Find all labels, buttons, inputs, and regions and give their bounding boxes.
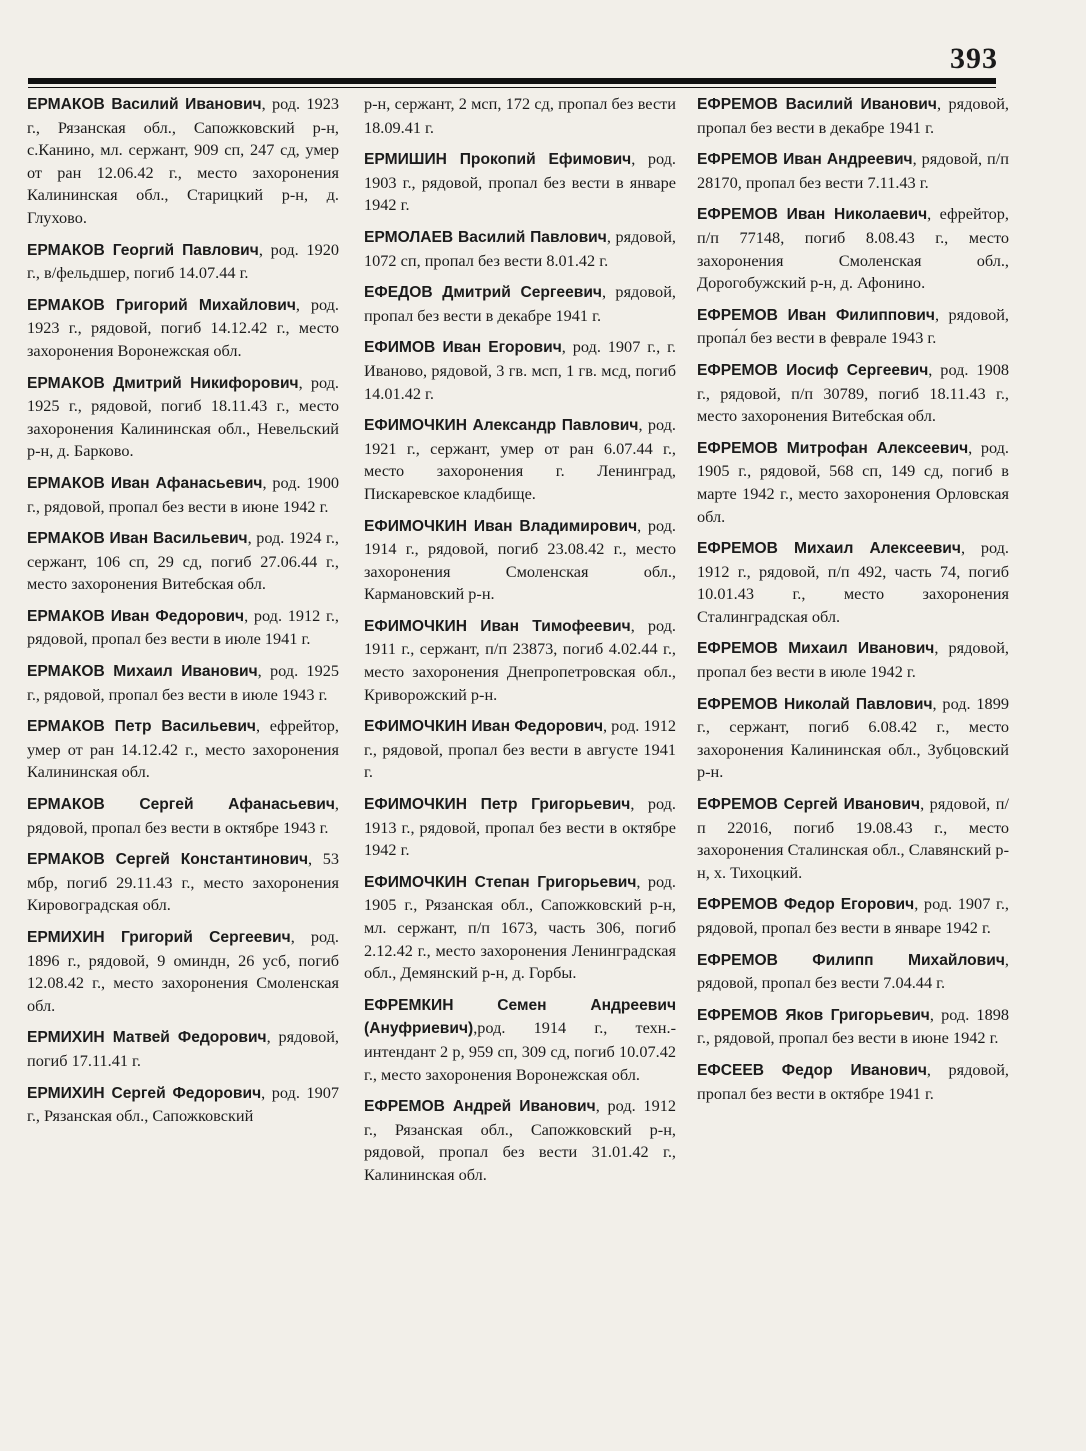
record-name: ЕФИМОВ Иван Егорович <box>364 339 562 357</box>
record-entry <box>697 203 1009 294</box>
record-entry <box>27 1082 339 1128</box>
record-entry <box>364 871 676 985</box>
record-entry <box>364 336 676 405</box>
record-entry <box>27 472 339 518</box>
record-name: ЕРМАКОВ Дмитрий Никифорович <box>27 374 299 392</box>
record-entry <box>27 294 339 363</box>
record-entry <box>697 304 1009 350</box>
column-3 <box>697 93 1009 1114</box>
record-name: ЕФРЕМОВ Иван Филиппович <box>697 306 935 324</box>
record-entry <box>697 1059 1009 1105</box>
column-1 <box>27 93 339 1137</box>
record-entry <box>27 660 339 706</box>
record-name: ЕФИМОЧКИН Иван Федорович <box>364 718 604 736</box>
record-details: , род. 1900 г., рядовой, пропал без вести в июне 1942 г. <box>27 472 339 516</box>
record-name: ЕФРЕМОВ Иван Николаевич <box>697 206 928 224</box>
record-name: ЕФЕДОВ Дмитрий Сергеевич <box>364 284 602 302</box>
record-details: , род. 1921 г., сержант, умер от ран 6.07.44 г., место захоронения г. Ленинград, Пискаревское кладбище. <box>364 415 676 503</box>
record-name: ЕФРЕМОВ Иван Андреевич <box>697 151 913 169</box>
record-entry <box>27 527 339 596</box>
record-entry <box>364 615 676 706</box>
record-name: ЕФИМОЧКИН Степан Григорьевич <box>364 873 637 891</box>
record-entry <box>27 926 339 1017</box>
record-entry <box>364 414 676 505</box>
column-2 <box>364 93 676 1196</box>
record-name: ЕФРЕМОВ Сергей Иванович <box>697 796 921 814</box>
record-name: ЕФРЕМОВ Иосиф Сергеевич <box>697 361 929 379</box>
record-entry <box>364 515 676 606</box>
record-name: ЕФРЕМОВ Николай Павлович <box>697 695 933 713</box>
page-number: 393 <box>950 42 998 75</box>
record-name: ЕФСЕЕВ Федор Иванович <box>697 1061 927 1079</box>
record-name: ЕРМИХИН Сергей Федорович <box>27 1084 262 1102</box>
record-entry <box>697 93 1009 139</box>
record-name: ЕФРЕМОВ Яков Григорьевич <box>697 1006 930 1024</box>
record-name: ЕФРЕМОВ Федор Егорович <box>697 896 915 914</box>
record-entry <box>27 715 339 784</box>
record-entry <box>697 1004 1009 1050</box>
record-entry <box>697 637 1009 683</box>
record-name: ЕРМАКОВ Георгий Павлович <box>27 241 259 259</box>
record-details: , род. 1903 г., рядовой, пропал без вести в январе 1942 г. <box>364 149 676 215</box>
record-name: ЕФРЕМКИН Семен Андреевич (Ануфриевич) <box>364 996 676 1038</box>
record-details: , рядовой, пропал без вести в октябре 1941 г. <box>697 1059 1009 1103</box>
record-name: ЕРМИХИН Григорий Сергеевич <box>27 929 291 946</box>
record-name: ЕРМАКОВ Михаил Иванович <box>27 663 258 681</box>
record-name: ЕРМАКОВ Василий Иванович <box>27 96 262 113</box>
record-details: , род. 1920 г., в/фельдшер, погиб 14.07.44 г. <box>27 239 339 283</box>
record-name: ЕФРЕМОВ Андрей Иванович <box>364 1098 596 1116</box>
record-entry <box>364 793 676 862</box>
record-details: , род. 1898 г., рядовой, пропал без вести в июне 1942 г. <box>697 1004 1009 1048</box>
record-details: , рядовой, п/п 22016, погиб 19.08.43 г., место захоронения Сталинская обл., Славянский р-н, х. Тихоцкий. <box>697 794 1009 882</box>
record-details: , род. 1905 г., рядовой, 568 сп, 149 сд, погиб в марте 1942 г., место захоронения Орловская обл. <box>697 437 1009 526</box>
record-name: ЕРМАКОВ Иван Афанасьевич <box>27 474 263 492</box>
record-details: , род. 1912 г., Рязанская обл., Сапожковский р-н, рядовой, пропал без вести 31.01.42 г., Калининская обл. <box>364 1096 676 1184</box>
record-details: , род. 1925 г., рядовой, погиб 18.11.43 г., место захоронения Калининская обл., Невельский р-н, д. Барково. <box>27 372 340 461</box>
record-entry <box>697 537 1009 628</box>
record-name: ЕРМИХИН Матвей Федорович <box>27 1029 267 1047</box>
record-details: , рядовой, пропал без вести в октябре 1943 г. <box>27 794 339 837</box>
record-entry <box>364 226 676 272</box>
record-details: , рядовой, пропал без вести в декабре 1941 г. <box>697 94 1009 137</box>
record-details: , род. 1911 г., сержант, п/п 23873, погиб 4.02.44 г., место захоронения Днепропетровская обл., Криворожский р-н. <box>364 615 676 704</box>
record-details: , рядовой, пропал без вести в июле 1942 г. <box>697 638 1010 682</box>
record-entry <box>27 239 339 285</box>
record-details: , рядовой, погиб 17.11.41 г. <box>27 1027 339 1070</box>
record-details: , род. 1913 г., рядовой, пропал без вести в октябре 1942 г. <box>364 794 676 860</box>
record-name: ЕФРЕМОВ Василий Иванович <box>697 96 937 113</box>
record-entry <box>364 715 676 784</box>
record-details: , род. 1907 г., г. Иваново, рядовой, 3 гв. мсп, 1 гв. мсд, погиб 14.01.42 г. <box>364 337 676 403</box>
record-name: ЕФИМОЧКИН Александр Павлович <box>364 417 639 435</box>
record-entry <box>697 893 1009 939</box>
record-name: ЕРМАКОВ Иван Васильевич <box>27 530 248 548</box>
record-details: , рядовой, пропа́л без вести в феврале 1943 г. <box>697 304 1009 348</box>
record-details: , рядовой, 1072 сп, пропал без вести 8.01.42 г. <box>364 226 676 270</box>
record-entry <box>27 848 339 917</box>
record-details: , род. 1925 г., рядовой, пропал без вести в июле 1943 г. <box>27 661 339 704</box>
record-entry <box>697 693 1009 784</box>
record-name: ЕФРЕМОВ Михаил Иванович <box>697 640 935 658</box>
record-entry <box>697 359 1009 428</box>
record-details: , род. 1924 г., сержант, 106 сп, 29 сд, погиб 27.06.44 г., место захоронения Витебская обл. <box>27 528 339 594</box>
record-details: , рядовой, пропал без вести в декабре 1941 г. <box>364 282 676 325</box>
record-entry <box>364 1095 676 1186</box>
record-name: ЕРМИШИН Прокопий Ефимович <box>364 151 632 169</box>
record-details: р-н, сержант, 2 мсп, 172 сд, пропал без вести 18.09.41 г. <box>364 94 676 137</box>
record-details: , ефрейтор, умер от ран 14.12.42 г., место захоронения Калининская обл. <box>27 716 339 782</box>
record-entry <box>364 93 676 139</box>
record-details: , род. 1923 г., Рязанская обл., Сапожковский р-н, с.Канино, мл. сержант, 909 сп, 247 сд, умер от ран 12.06.42 г., место захоронения Калининская обл., Старицкий р-н, д. Глухово. <box>27 94 339 227</box>
record-name: ЕФРЕМОВ Митрофан Алексеевич <box>697 439 969 457</box>
text-columns <box>27 93 1009 1393</box>
record-details: , род. 1908 г., рядовой, п/п 30789, погиб 18.11.43 г., место захоронения Витебская обл. <box>697 359 1009 426</box>
record-entry <box>697 148 1009 194</box>
record-name: ЕРМАКОВ Петр Васильевич <box>27 718 256 736</box>
record-entry <box>364 148 676 217</box>
record-entry <box>27 372 339 463</box>
record-details: , род. 1912 г., рядовой, пропал без вести в августе 1941 г. <box>364 716 676 782</box>
record-name: ЕФИМОЧКИН Петр Григорьевич <box>364 796 631 814</box>
record-details: , род. 1914 г., рядовой, погиб 23.08.42 г., место захоронения Смоленская обл., Кармановский р-н. <box>364 515 676 604</box>
record-name: ЕРМОЛАЕВ Василий Павлович <box>364 228 607 246</box>
record-entry <box>364 281 676 327</box>
record-name: ЕФРЕМОВ Филипп Михайлович <box>697 951 1005 969</box>
record-details: , род. 1896 г., рядовой, 9 оминдн, 26 усб, погиб 12.08.42 г., место захоронения Смоленская обл. <box>27 927 339 1015</box>
record-details: , род. 1923 г., рядовой, погиб 14.12.42 г., место захоронения Воронежская обл. <box>27 294 339 360</box>
record-entry <box>697 793 1009 884</box>
record-details: , рядовой, п/п 28170, пропал без вести 7.11.43 г. <box>697 149 1009 192</box>
record-details: , род. 1912 г., рядовой, п/п 492, часть 74, погиб 10.01.43 г., место захоронения Сталинградская обл. <box>697 538 1009 626</box>
record-entry <box>697 437 1009 528</box>
record-entry <box>27 93 339 230</box>
record-details: , род. 1899 г., сержант, погиб 6.08.42 г., место захоронения Калининская обл., Зубцовский р-н. <box>697 693 1009 782</box>
record-details: , род. 1907 г., Рязанская обл., Сапожковский <box>27 1082 339 1126</box>
header-rule-thin <box>28 87 996 88</box>
record-details: , 53 мбр, погиб 29.11.43 г., место захоронения Кировоградская обл. <box>27 849 339 915</box>
record-entry <box>27 605 339 651</box>
record-name: ЕРМАКОВ Сергей Константинович <box>27 851 309 869</box>
record-details: , ефрейтор, п/п 77148, погиб 8.08.43 г., место захоронения Смоленская обл., Дорогобужский р-н, д. Афонино. <box>697 204 1009 293</box>
record-name: ЕРМАКОВ Иван Федорович <box>27 607 245 625</box>
record-name: ЕФРЕМОВ Михаил Алексеевич <box>697 540 961 558</box>
record-name: ЕРМАКОВ Сергей Афанасьевич <box>27 796 335 814</box>
record-details: , род. 1905 г., Рязанская обл., Сапожковский р-н, мл. сержант, п/п 1673, часть 306, погиб 2.12.42 г., место захоронения Ленинградская обл., Демянский р-н, д. Горбы. <box>364 871 676 983</box>
record-name: ЕФИМОЧКИН Иван Тимофеевич <box>364 617 631 635</box>
record-entry <box>27 793 339 839</box>
record-details: ,род. 1914 г., техн.- интендант 2 р, 959 сп, 309 сд, погиб 10.07.42 г., место захоронения Воронежская обл. <box>364 1018 676 1084</box>
record-details: , рядовой, пропал без вести 7.04.44 г. <box>697 949 1009 993</box>
record-details: , род. 1907 г., рядовой, пропал без вести в январе 1942 г. <box>697 894 1009 937</box>
record-name: ЕФИМОЧКИН Иван Владимирович <box>364 517 638 535</box>
record-details: , род. 1912 г., рядовой, пропал без вести в июле 1941 г. <box>27 605 339 649</box>
header-rule-thick <box>28 78 996 84</box>
record-entry <box>27 1026 339 1072</box>
record-entry <box>697 949 1009 995</box>
record-entry <box>364 994 676 1086</box>
record-name: ЕРМАКОВ Григорий Михайлович <box>27 296 296 314</box>
